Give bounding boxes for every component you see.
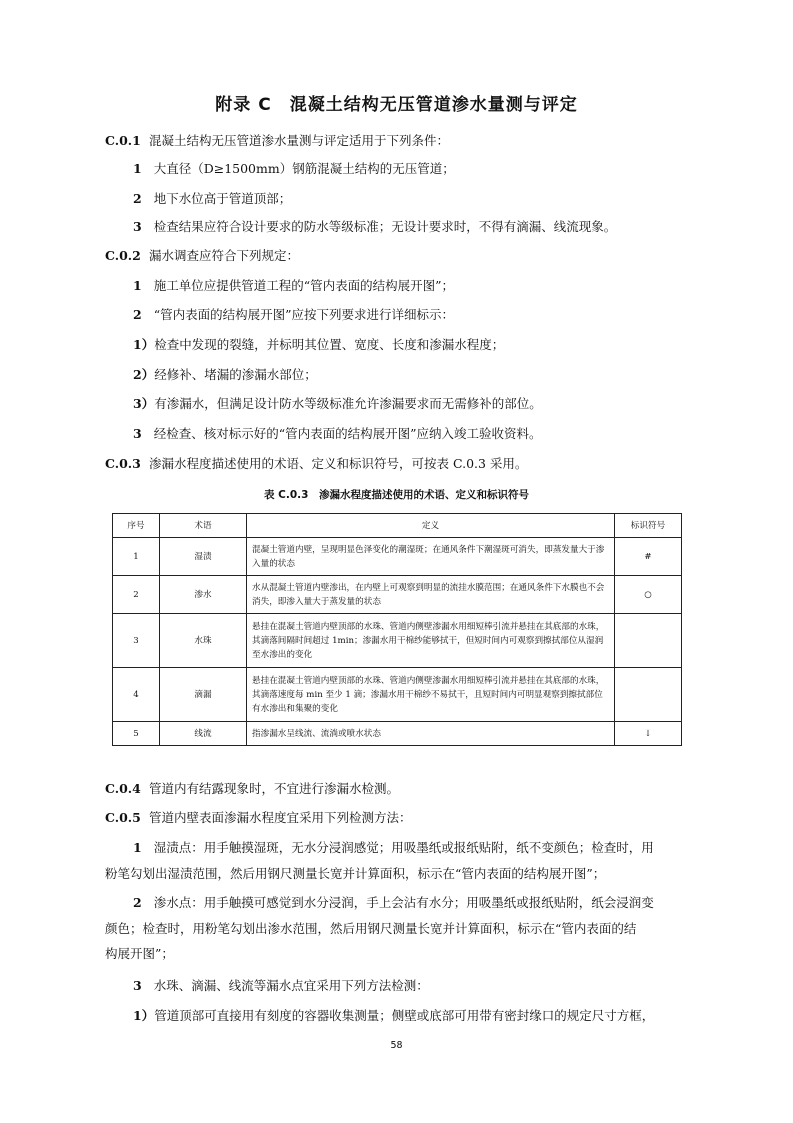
cell-no: 1 — [113, 538, 160, 576]
cell-symbol: # — [615, 538, 682, 576]
item-text: 地下水位高于管道顶部； — [153, 191, 292, 206]
clause-c04 — [105, 780, 399, 798]
cell-no: 4 — [113, 668, 160, 722]
clause-c05 — [105, 809, 412, 827]
table-caption: 表 C.0.3 渗漏水程度描述使用的术语、定义和标识符号 — [264, 489, 529, 501]
list-item — [133, 160, 455, 178]
item-continuation: 粉笔勾划出湿渍范围，然后用钢尺测量长宽并计算面积，标示在“管内表面的结构展开图”； — [105, 866, 606, 881]
subitem-number: 2） — [133, 367, 155, 382]
item-number: 1 — [133, 840, 142, 855]
item-number: 3 — [133, 426, 142, 441]
clause-number: C.0.3 — [105, 456, 141, 471]
clause-text: 混凝土结构无压管道渗水量测与评定适用于下列条件： — [149, 133, 450, 148]
item-text: 施工单位应提供管道工程的“管内表面的结构展开图”； — [153, 278, 454, 293]
subitem-text: 有渗漏水，但满足设计防水等级标准允许渗漏要求而无需修补的部位。 — [154, 396, 542, 411]
table-row — [113, 668, 682, 722]
cell-symbol — [615, 668, 682, 722]
list-item — [133, 839, 654, 857]
cell-term: 湿渍 — [160, 538, 247, 576]
cell-no: 2 — [113, 576, 160, 614]
cell-definition: 悬挂在混凝土管道内壁顶部的水珠、管道内侧壁渗漏水用细短棒引流并悬挂在其底部的水珠，其滴落速度每 min 至少 1 滴；渗漏水用干棉纱不易拭干，且短时间内可明显观察到擦拭部位有水渗出和集聚的变化 — [247, 668, 615, 722]
cell-definition: 水从混凝土管道内壁渗出，在内壁上可观察到明显的流挂水膜范围；在通风条件下水膜也不会消失，即渗入量大于蒸发量的状态 — [247, 576, 615, 614]
clause-c01 — [105, 132, 449, 150]
item-continuation: 构展开图”； — [105, 946, 174, 961]
subitem-number: 3） — [133, 396, 155, 411]
item-text: 检查结果应符合设计要求的防水等级标准；无设计要求时，不得有滴漏、线流现象。 — [153, 219, 617, 234]
table-row — [113, 614, 682, 668]
clause-c02 — [105, 247, 299, 265]
subitem-number: 1） — [133, 337, 155, 352]
item-text: 渗水点：用手触摸可感觉到水分浸润，手上会沾有水分；用吸墨纸或报纸贴附，纸会浸润变 — [153, 895, 654, 910]
clause-number: C.0.1 — [105, 133, 141, 148]
item-number: 3 — [133, 219, 142, 234]
cell-symbol: ↓ — [615, 722, 682, 746]
item-text: 经检查、核对标示好的“管内表面的结构展开图”应纳入竣工验收资料。 — [153, 426, 542, 441]
item-continuation: 颜色；检查时，用粉笔勾划出渗水范围，然后用钢尺测量长宽并计算面积，标示在“管内表面的结 — [105, 921, 637, 936]
item-text: 湿渍点：用手触摸湿斑，无水分浸润感觉；用吸墨纸或报纸贴附，纸不变颜色；检查时，用 — [153, 840, 654, 855]
list-item — [133, 190, 291, 208]
clause-text: 管道内壁表面渗漏水程度宜采用下列检测方法： — [149, 810, 412, 825]
list-item — [133, 306, 454, 324]
table-header-row — [113, 514, 682, 538]
clause-c03 — [105, 455, 527, 473]
item-number: 1 — [133, 278, 142, 293]
sub-list-item — [133, 395, 542, 413]
clause-text: 管道内有结露现象时，不宜进行渗漏水检测。 — [149, 781, 400, 796]
subitem-number: 1） — [133, 1008, 155, 1023]
cell-term: 线流 — [160, 722, 247, 746]
clause-number: C.0.2 — [105, 248, 141, 263]
cell-definition: 指渗漏水呈线流、流淌或喷水状态 — [247, 722, 615, 746]
list-item — [133, 894, 654, 912]
table-row — [113, 538, 682, 576]
subitem-text: 管道顶部可直接用有刻度的容器收集测量；侧壁或底部可用带有密封缘口的规定尺寸方框， — [154, 1008, 655, 1023]
column-header-no: 序号 — [113, 514, 160, 538]
column-header-symbol: 标识符号 — [615, 514, 682, 538]
item-text: 大直径（D≥1500mm）钢筋混凝土结构的无压管道； — [153, 161, 455, 176]
sub-list-item — [133, 1007, 654, 1025]
cell-term: 水珠 — [160, 614, 247, 668]
item-text: 水珠、滴漏、线流等漏水点宜采用下列方法检测： — [153, 978, 429, 993]
cell-term: 滴漏 — [160, 668, 247, 722]
page-number: 58 — [390, 1040, 403, 1051]
cell-definition: 悬挂在混凝土管道内壁顶部的水珠、管道内侧壁渗漏水用细短棒引流并悬挂在其底部的水珠，其滴落间隔时间超过 1min；渗漏水用干棉纱能够拭干，但短时间内可观察到擦拭部位从湿润至水渗出的变化 — [247, 614, 615, 668]
sub-list-item — [133, 336, 504, 354]
column-header-term: 术语 — [160, 514, 247, 538]
subitem-text: 检查中发现的裂缝，并标明其位置、宽度、长度和渗漏水程度； — [154, 337, 505, 352]
item-number: 2 — [133, 895, 142, 910]
cell-no: 5 — [113, 722, 160, 746]
list-item — [133, 425, 542, 443]
table-row — [113, 722, 682, 746]
clause-text: 漏水调查应符合下列规定： — [149, 248, 300, 263]
sub-list-item — [133, 366, 317, 384]
item-number: 2 — [133, 191, 142, 206]
appendix-title: 附录 C 混凝土结构无压管道渗水量测与评定 — [215, 95, 578, 115]
clause-number: C.0.5 — [105, 810, 141, 825]
table-row — [113, 576, 682, 614]
cell-definition: 混凝土管道内壁，呈现明显色泽变化的潮湿斑；在通风条件下潮湿斑可消失，即蒸发量大于渗入量的状态 — [247, 538, 615, 576]
list-item — [133, 218, 616, 236]
clause-text: 渗漏水程度描述使用的术语、定义和标识符号，可按表 C.0.3 采用。 — [149, 456, 528, 471]
cell-term: 渗水 — [160, 576, 247, 614]
subitem-text: 经修补、堵漏的渗漏水部位； — [154, 367, 317, 382]
list-item — [133, 277, 454, 295]
column-header-definition: 定义 — [247, 514, 615, 538]
terms-table — [112, 513, 682, 746]
cell-symbol — [615, 614, 682, 668]
clause-number: C.0.4 — [105, 781, 141, 796]
item-number: 2 — [133, 307, 142, 322]
item-text: “管内表面的结构展开图”应按下列要求进行详细标示： — [153, 307, 454, 322]
item-number: 1 — [133, 161, 142, 176]
cell-no: 3 — [113, 614, 160, 668]
list-item — [133, 977, 429, 995]
item-number: 3 — [133, 978, 142, 993]
cell-symbol: ○ — [615, 576, 682, 614]
